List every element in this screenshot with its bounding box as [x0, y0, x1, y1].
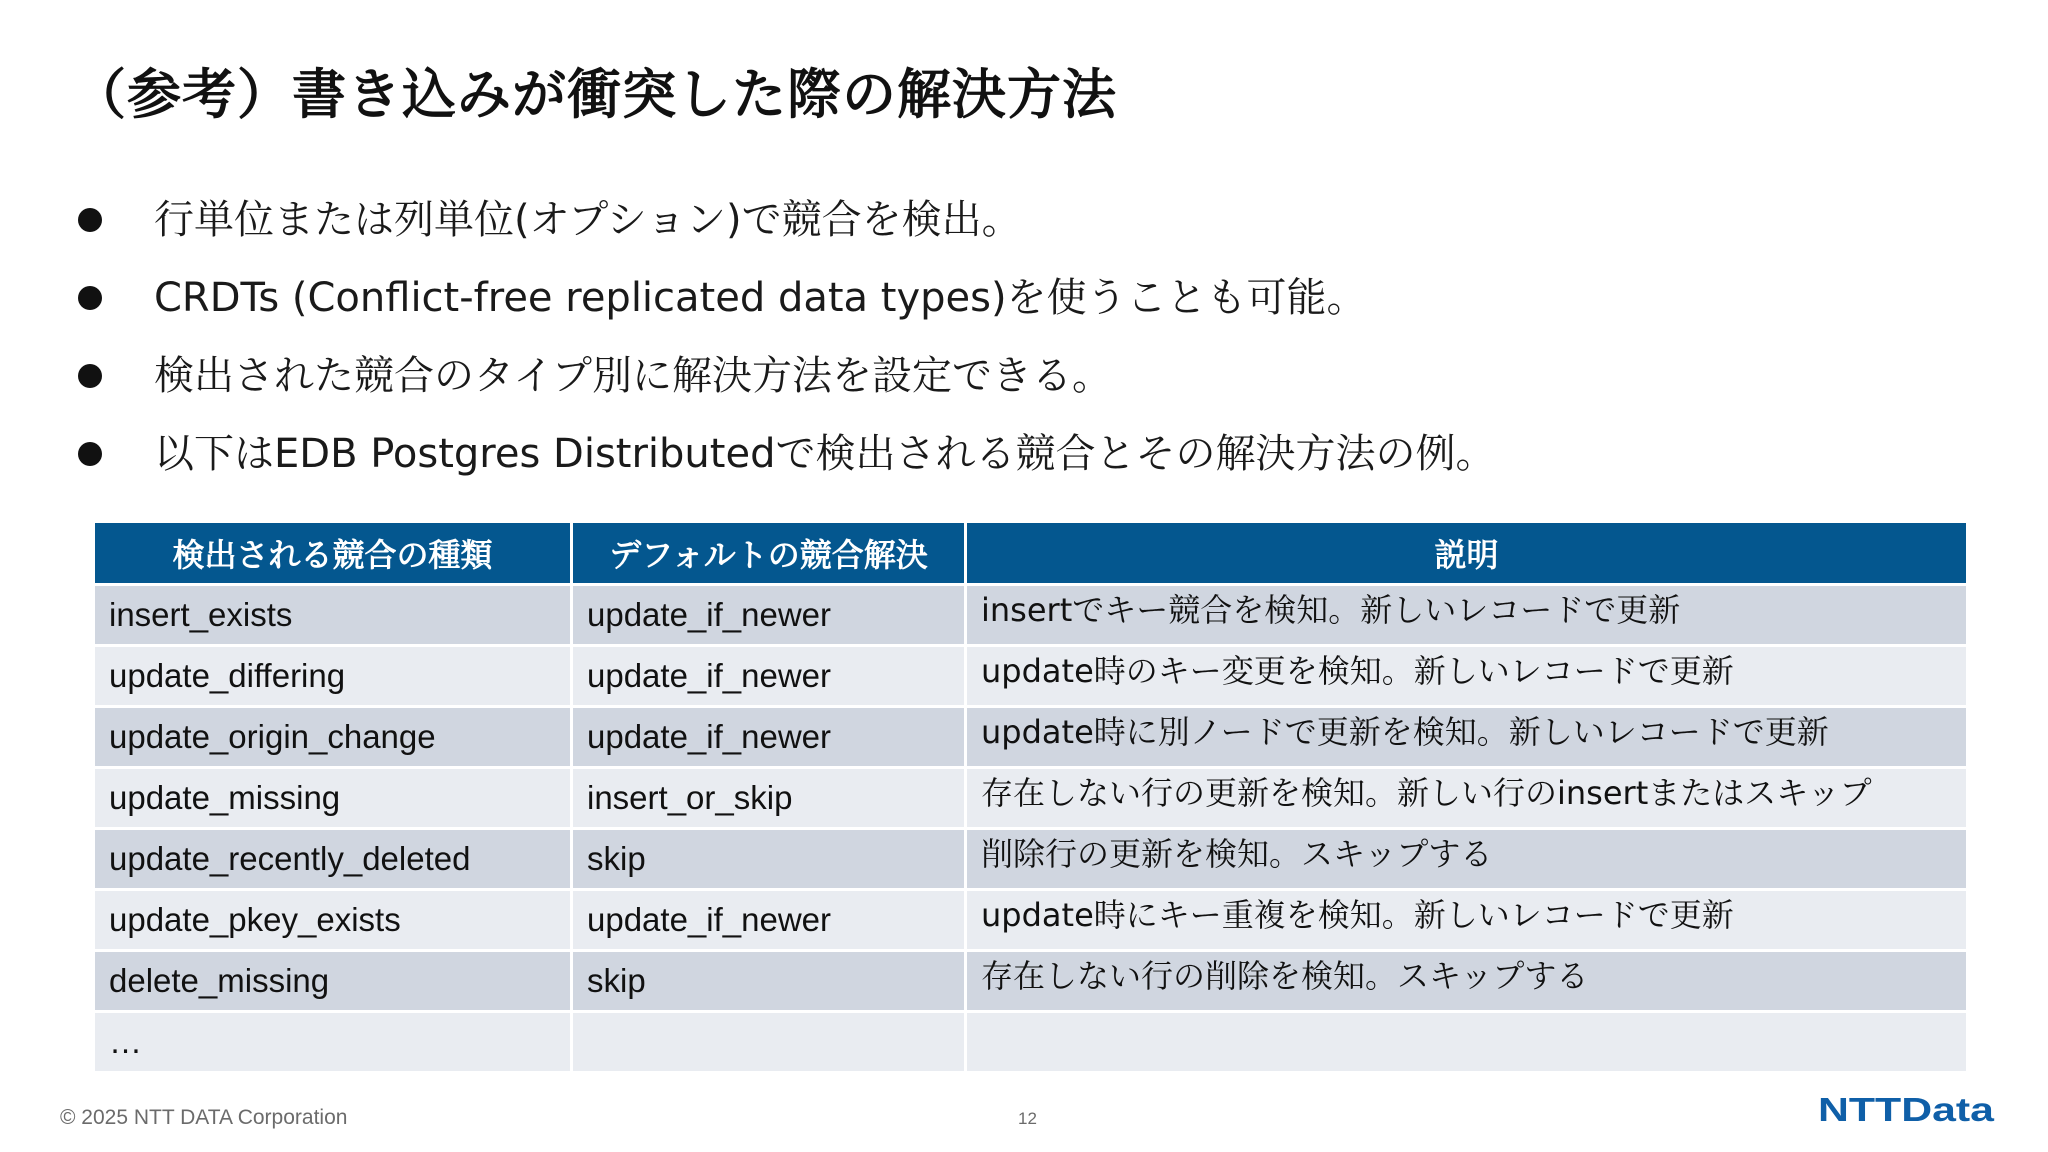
description-cell: update時にキー重複を検知。新しいレコードで更新: [966, 890, 1968, 951]
resolution-cell: skip: [572, 829, 966, 890]
resolution-cell: skip: [572, 951, 966, 1012]
page-number: 12: [1018, 1109, 1037, 1128]
resolution-cell: update_if_newer: [572, 646, 966, 707]
bullet-dot-icon: [78, 208, 102, 232]
table-header-row: [94, 522, 1968, 585]
description-cell: update時に別ノードで更新を検知。新しいレコードで更新: [966, 707, 1968, 768]
table-row: [94, 1012, 1968, 1073]
footer-copyright: © 2025 NTT DATA Corporation: [60, 1106, 348, 1129]
resolution-cell: [572, 1012, 966, 1073]
description-cell: 存在しない行の削除を検知。スキップする: [966, 951, 1968, 1012]
conflict-type-cell: delete_missing: [94, 951, 572, 1012]
table-row: [94, 585, 1968, 646]
resolution-cell: update_if_newer: [572, 707, 966, 768]
bullet-dot-icon: [78, 364, 102, 388]
resolution-cell: update_if_newer: [572, 585, 966, 646]
description-cell: update時のキー変更を検知。新しいレコードで更新: [966, 646, 1968, 707]
table-row: [94, 951, 1968, 1012]
column-header-default-resolution: デフォルトの競合解決: [572, 522, 966, 585]
table-row: [94, 707, 1968, 768]
slide-title: （参考）書き込みが衝突した際の解決方法: [72, 63, 1117, 126]
column-header-description: 説明: [966, 522, 1968, 585]
description-cell: 存在しない行の更新を検知。新しい行のinsertまたはスキップ: [966, 768, 1968, 829]
conflict-type-cell: update_recently_deleted: [94, 829, 572, 890]
bullet-text: CRDTs (Conflict-free replicated data types)を使うことも可能。: [154, 275, 1367, 321]
table-row: [94, 890, 1968, 951]
bullet-text: 検出された競合のタイプ別に解決方法を設定できる。: [154, 353, 1112, 399]
resolution-cell: insert_or_skip: [572, 768, 966, 829]
resolution-cell: update_if_newer: [572, 890, 966, 951]
bullet-dot-icon: [78, 286, 102, 310]
description-cell: [966, 1012, 1968, 1073]
conflict-type-cell: update_differing: [94, 646, 572, 707]
conflict-type-cell: insert_exists: [94, 585, 572, 646]
bullet-dot-icon: [78, 442, 102, 466]
conflict-table: [92, 520, 1969, 1074]
table-row: [94, 768, 1968, 829]
table-row: [94, 646, 1968, 707]
conflict-type-cell: …: [94, 1012, 572, 1073]
description-cell: 削除行の更新を検知。スキップする: [966, 829, 1968, 890]
conflict-type-cell: update_missing: [94, 768, 572, 829]
bullet-text: 行単位または列単位(オプション)で競合を検出。: [154, 197, 1022, 243]
ntt-data-logo-text: NTTData: [1818, 1092, 1995, 1126]
bullet-text: 以下はEDB Postgres Distributedで検出される競合とその解決方法の例。: [154, 431, 1496, 477]
column-header-conflict-type: 検出される競合の種類: [94, 522, 572, 585]
conflict-type-cell: update_origin_change: [94, 707, 572, 768]
conflict-type-cell: update_pkey_exists: [94, 890, 572, 951]
table-row: [94, 829, 1968, 890]
description-cell: insertでキー競合を検知。新しいレコードで更新: [966, 585, 1968, 646]
ntt-data-logo: [1818, 1092, 1996, 1126]
